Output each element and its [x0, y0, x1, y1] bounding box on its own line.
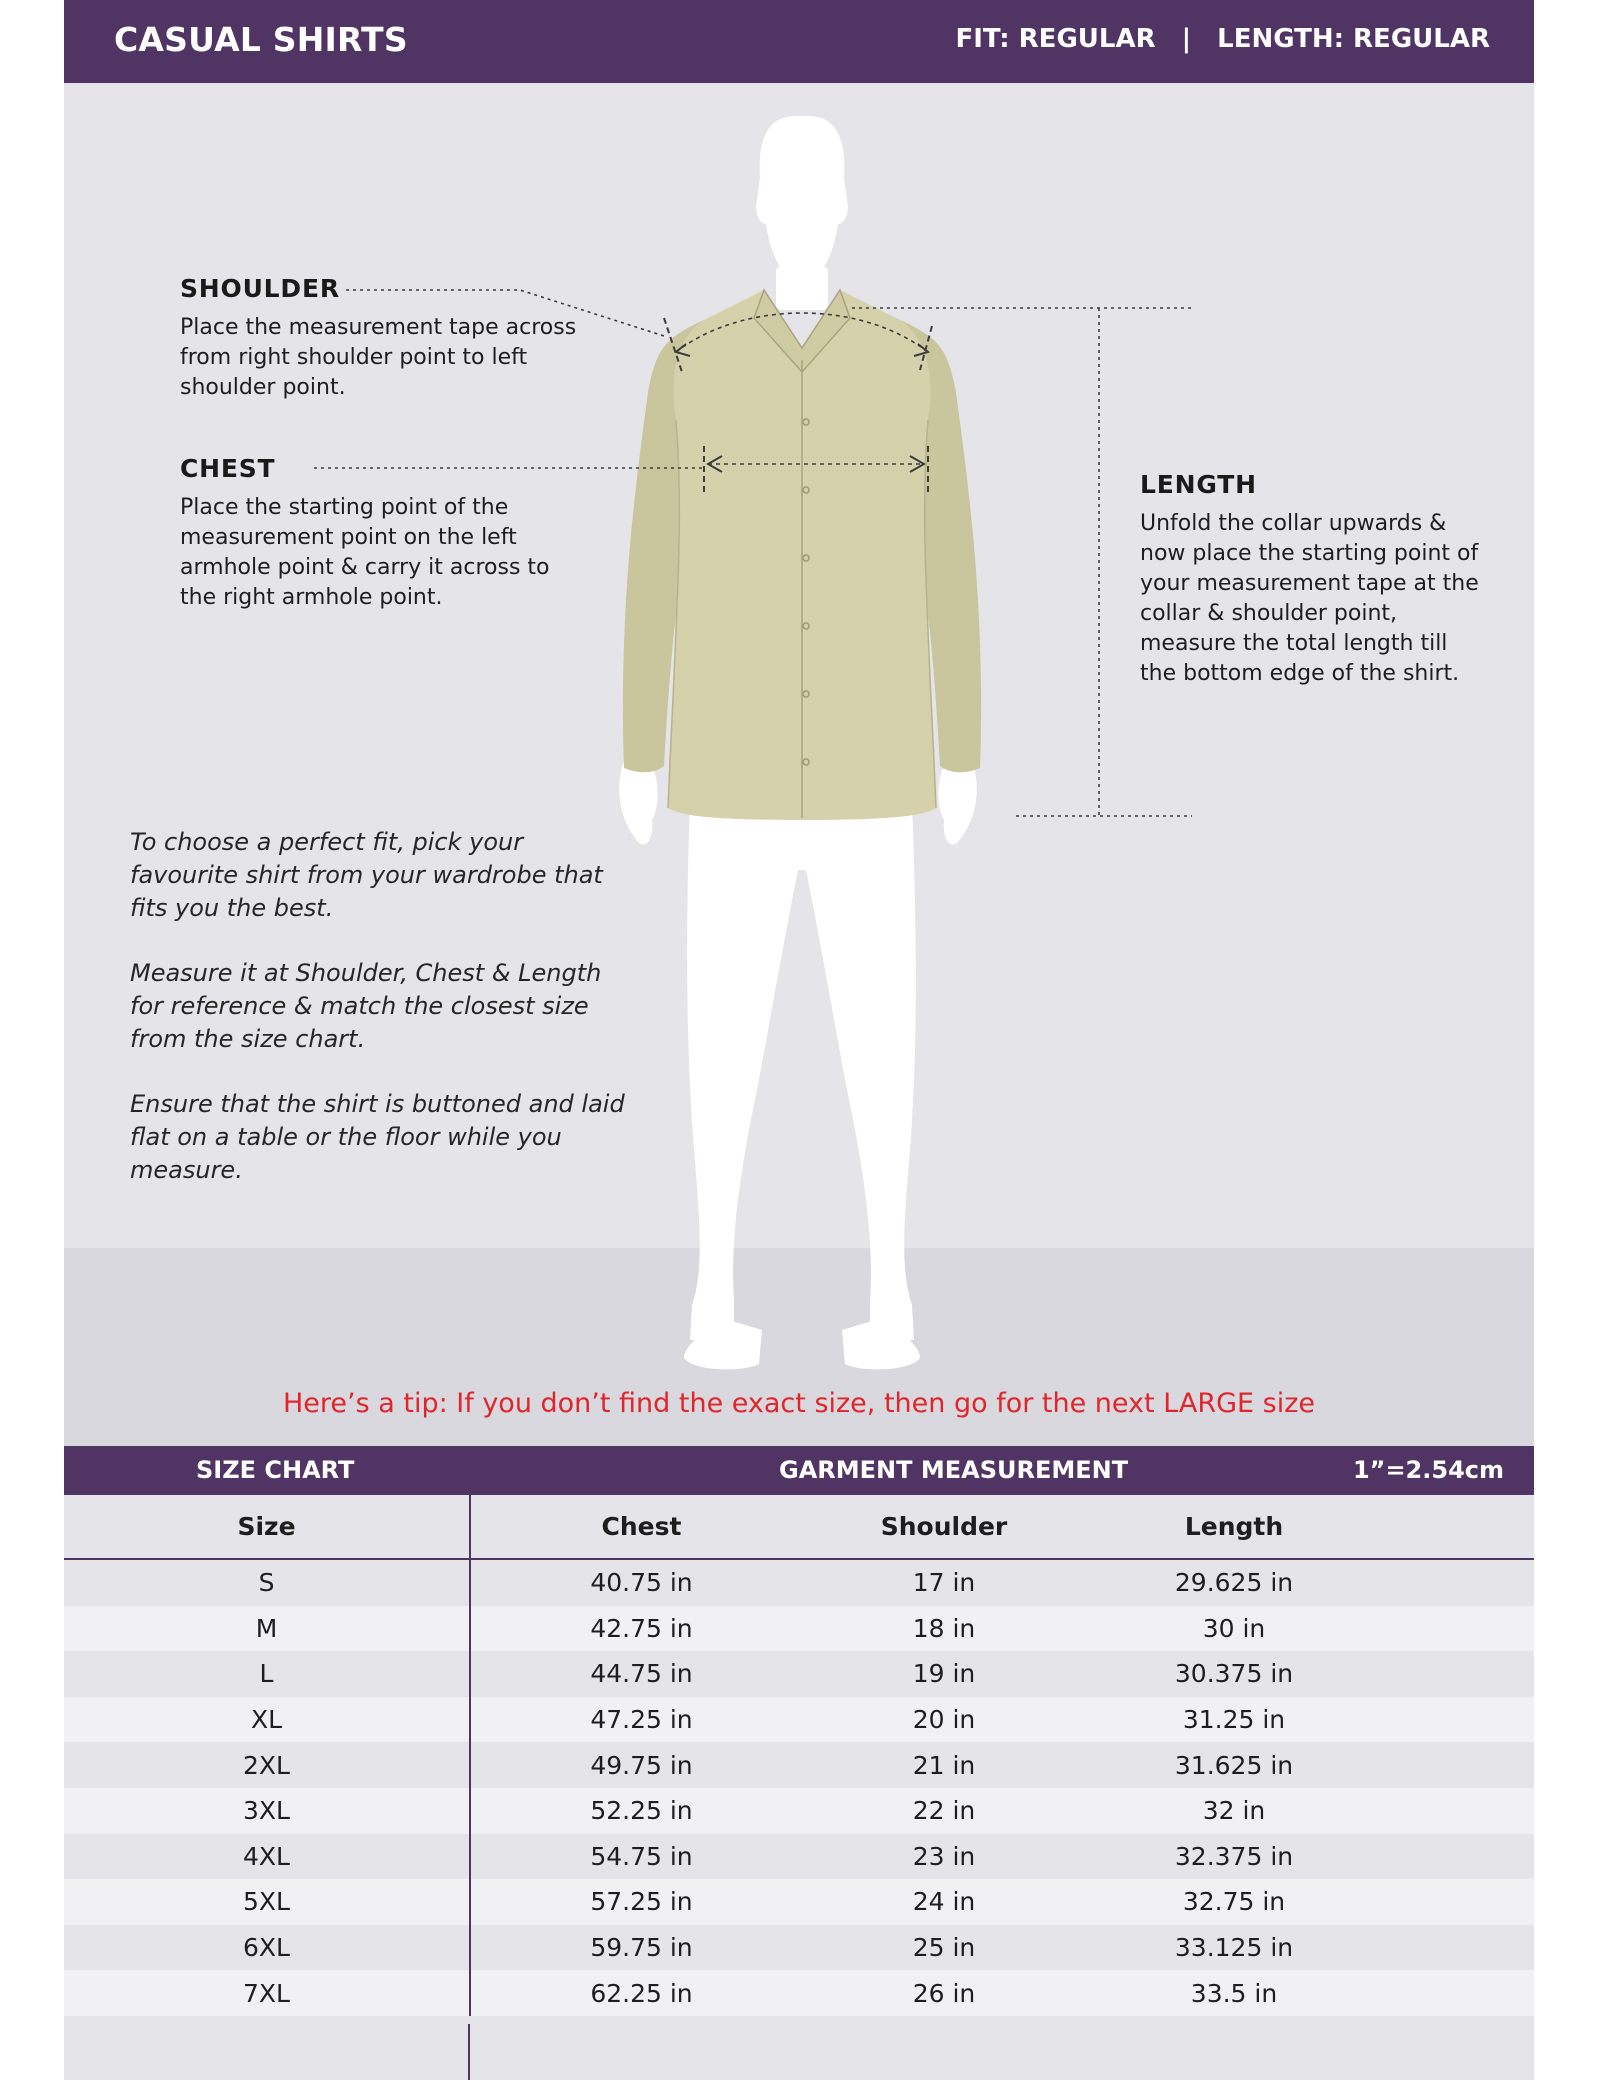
- length-cell: 32.375 in: [1076, 1834, 1392, 1880]
- shoulder-cell: 21 in: [812, 1742, 1076, 1788]
- size-cell: 5XL: [64, 1879, 470, 1925]
- shoulder-heading: SHOULDER: [180, 274, 340, 303]
- shoulder-cell: 19 in: [812, 1651, 1076, 1697]
- row-spacer: [1392, 1788, 1534, 1834]
- size-table: [64, 1495, 1534, 2016]
- chest-cell: 54.75 in: [470, 1834, 812, 1880]
- size-cell: 4XL: [64, 1834, 470, 1880]
- table-header-row: [64, 1495, 1534, 1559]
- column-divider: [468, 2024, 470, 2080]
- length-cell: 29.625 in: [1076, 1559, 1392, 1606]
- shoulder-cell: 24 in: [812, 1879, 1076, 1925]
- chest-cell: 62.25 in: [470, 1970, 812, 2016]
- size-cell: 6XL: [64, 1925, 470, 1971]
- shoulder-cell: 18 in: [812, 1606, 1076, 1652]
- size-cell: M: [64, 1606, 470, 1652]
- chest-cell: 44.75 in: [470, 1651, 812, 1697]
- header-separator: |: [1181, 24, 1192, 54]
- chest-text: Place the starting point of the measurement point on the left armhole point & carry it across to the right armhole point.: [180, 495, 550, 610]
- shoulder-cell: 25 in: [812, 1925, 1076, 1971]
- size-chart-header: [64, 1446, 1534, 1495]
- size-chart-title: SIZE CHART: [196, 1456, 355, 1484]
- shirt: [623, 290, 981, 820]
- size-cell: 3XL: [64, 1788, 470, 1834]
- length-cell: 31.625 in: [1076, 1742, 1392, 1788]
- row-spacer: [1392, 1925, 1534, 1971]
- table-row: [64, 1925, 1534, 1971]
- fit-tip-paragraph: Measure it at Shoulder, Chest & Length for reference & match the closest size from the size chart.: [130, 959, 602, 1053]
- fit-label: FIT: REGULAR: [955, 24, 1156, 54]
- length-text: Unfold the collar upwards & now place the starting point of your measurement tape at the collar & shoulder point, measure the total length till the bottom edge of the shirt.: [1140, 511, 1479, 686]
- row-spacer: [1392, 1651, 1534, 1697]
- length-cell: 30 in: [1076, 1606, 1392, 1652]
- fit-tip-paragraph: Ensure that the shirt is buttoned and laid flat on a table or the floor while you measure.: [130, 1090, 625, 1184]
- size-guide-sheet: [64, 0, 1534, 2080]
- table-row: [64, 1606, 1534, 1652]
- fit-tips: [130, 826, 630, 1219]
- length-heading: LENGTH: [1140, 470, 1257, 499]
- size-tip: Here’s a tip: If you don’t find the exact size, then go for the next LARGE size: [282, 1388, 1316, 1419]
- column-header-shoulder: Shoulder: [812, 1495, 1076, 1559]
- chest-cell: 42.75 in: [470, 1606, 812, 1652]
- row-spacer: [1392, 1606, 1534, 1652]
- table-row: [64, 1834, 1534, 1880]
- table-row: [64, 1879, 1534, 1925]
- table-row: [64, 1559, 1534, 1606]
- length-cell: 31.25 in: [1076, 1697, 1392, 1743]
- garment-measurement-title: GARMENT MEASUREMENT: [779, 1456, 1129, 1484]
- shoulder-cell: 23 in: [812, 1834, 1076, 1880]
- table-row: [64, 1788, 1534, 1834]
- size-cell: 7XL: [64, 1970, 470, 2016]
- row-spacer: [1392, 1742, 1534, 1788]
- size-cell: S: [64, 1559, 470, 1606]
- length-label: LENGTH: REGULAR: [1217, 24, 1490, 54]
- chest-cell: 59.75 in: [470, 1925, 812, 1971]
- table-row: [64, 1697, 1534, 1743]
- chest-cell: 49.75 in: [470, 1742, 812, 1788]
- chest-cell: 57.25 in: [470, 1879, 812, 1925]
- shoulder-cell: 20 in: [812, 1697, 1076, 1743]
- length-cell: 32.75 in: [1076, 1879, 1392, 1925]
- row-spacer: [1392, 1970, 1534, 2016]
- shirt-figure-illustration: [64, 0, 1534, 1446]
- table-row: [64, 1742, 1534, 1788]
- length-cell: 33.5 in: [1076, 1970, 1392, 2016]
- shoulder-cell: 22 in: [812, 1788, 1076, 1834]
- chest-cell: 52.25 in: [470, 1788, 812, 1834]
- unit-conversion-note: 1”=2.54cm: [1352, 1456, 1504, 1484]
- row-spacer: [1392, 1697, 1534, 1743]
- row-spacer: [1392, 1559, 1534, 1606]
- size-cell: XL: [64, 1697, 470, 1743]
- size-cell: 2XL: [64, 1742, 470, 1788]
- chest-cell: 47.25 in: [470, 1697, 812, 1743]
- chest-heading: CHEST: [180, 454, 276, 483]
- shoulder-cell: 26 in: [812, 1970, 1076, 2016]
- row-spacer: [1392, 1834, 1534, 1880]
- chest-cell: 40.75 in: [470, 1559, 812, 1606]
- column-header-size: Size: [64, 1495, 470, 1559]
- length-cell: 33.125 in: [1076, 1925, 1392, 1971]
- column-header-length: Length: [1076, 1495, 1392, 1559]
- fit-tip-paragraph: To choose a perfect fit, pick your favourite shirt from your wardrobe that fits you the best.: [130, 828, 603, 922]
- shoulder-text: Place the measurement tape across from right shoulder point to left shoulder point.: [180, 315, 577, 400]
- length-cell: 32 in: [1076, 1788, 1392, 1834]
- table-row: [64, 1651, 1534, 1697]
- row-spacer: [1392, 1879, 1534, 1925]
- table-footer-space: [64, 2024, 1534, 2080]
- table-row: [64, 1970, 1534, 2016]
- size-rows: [64, 1559, 1534, 2016]
- column-header-spacer: [1392, 1495, 1534, 1559]
- shoulder-instructions: [180, 274, 600, 403]
- length-instructions: [1140, 470, 1480, 689]
- chest-instructions: [180, 454, 560, 613]
- page-title: CASUAL SHIRTS: [114, 20, 408, 59]
- length-cell: 30.375 in: [1076, 1651, 1392, 1697]
- shoulder-cell: 17 in: [812, 1559, 1076, 1606]
- size-cell: L: [64, 1651, 470, 1697]
- column-header-chest: Chest: [470, 1495, 812, 1559]
